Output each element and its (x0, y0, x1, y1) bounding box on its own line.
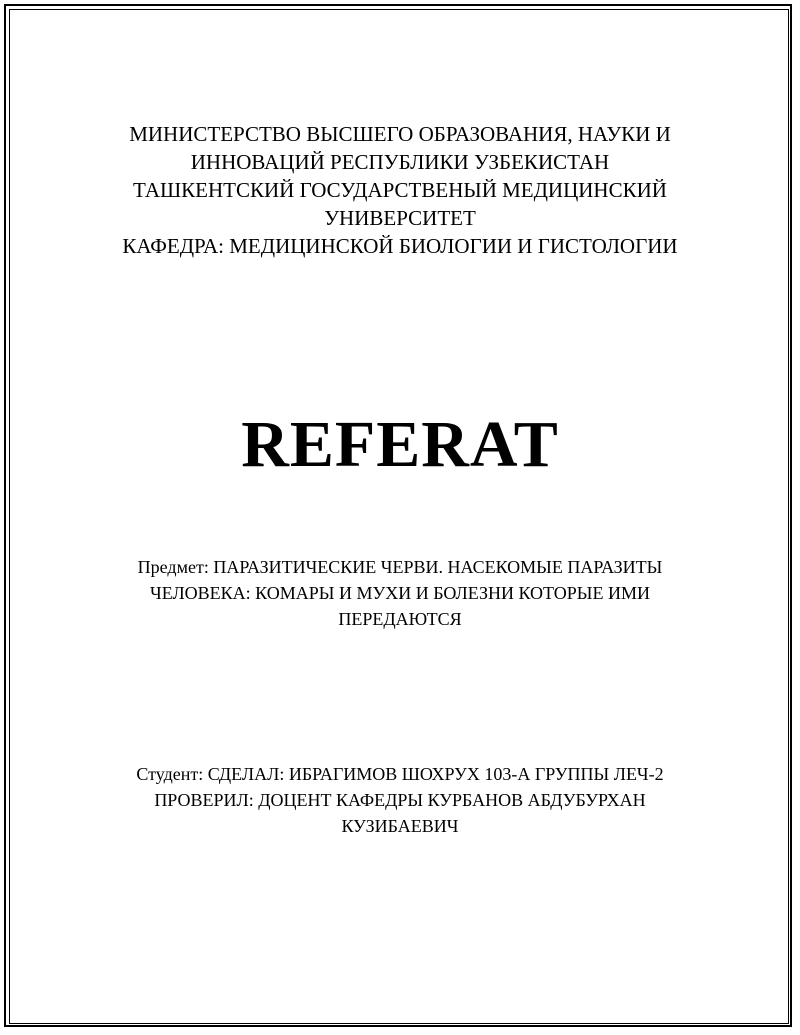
student-line-author: Студент: СДЕЛАЛ: ИБРАГИМОВ ШОХРУХ 103-А ГРУППЫ ЛЕЧ-2 (136, 764, 664, 784)
student-line-reviewer-2: КУЗИБАЕВИЧ (341, 816, 459, 836)
student-section (0, 761, 800, 839)
subject-line-3: ПЕРЕДАЮТСЯ (338, 609, 462, 629)
header-line-university-1: ТАШКЕНТСКИЙ ГОСУДАРСТВЕНЫЙ МЕДИЦИНСКИЙ (133, 178, 667, 202)
header-line-university-2: УНИВЕРСИТЕТ (324, 206, 476, 230)
subject-section (0, 554, 800, 632)
document-title: REFERAT (241, 408, 559, 481)
header-line-department: КАФЕДРА: МЕДИЦИНСКОЙ БИОЛОГИИ И ГИСТОЛОГИИ (122, 234, 678, 258)
header-line-ministry-1: МИНИСТЕРСТВО ВЫСШЕГО ОБРАЗОВАНИЯ, НАУКИ И (129, 122, 671, 146)
institution-header (0, 120, 800, 260)
subject-line-1: Предмет: ПАРАЗИТИЧЕСКИЕ ЧЕРВИ. НАСЕКОМЫЕ ПАРАЗИТЫ (137, 557, 663, 577)
student-line-reviewer-1: ПРОВЕРИЛ: ДОЦЕНТ КАФЕДРЫ КУРБАНОВ АБДУБУРХАН (154, 790, 646, 810)
header-line-ministry-2: ИННОВАЦИЙ РЕСПУБЛИКИ УЗБЕКИСТАН (190, 150, 610, 174)
subject-line-2: ЧЕЛОВЕКА: КОМАРЫ И МУХИ И БОЛЕЗНИ КОТОРЫЕ ИМИ (150, 583, 650, 603)
